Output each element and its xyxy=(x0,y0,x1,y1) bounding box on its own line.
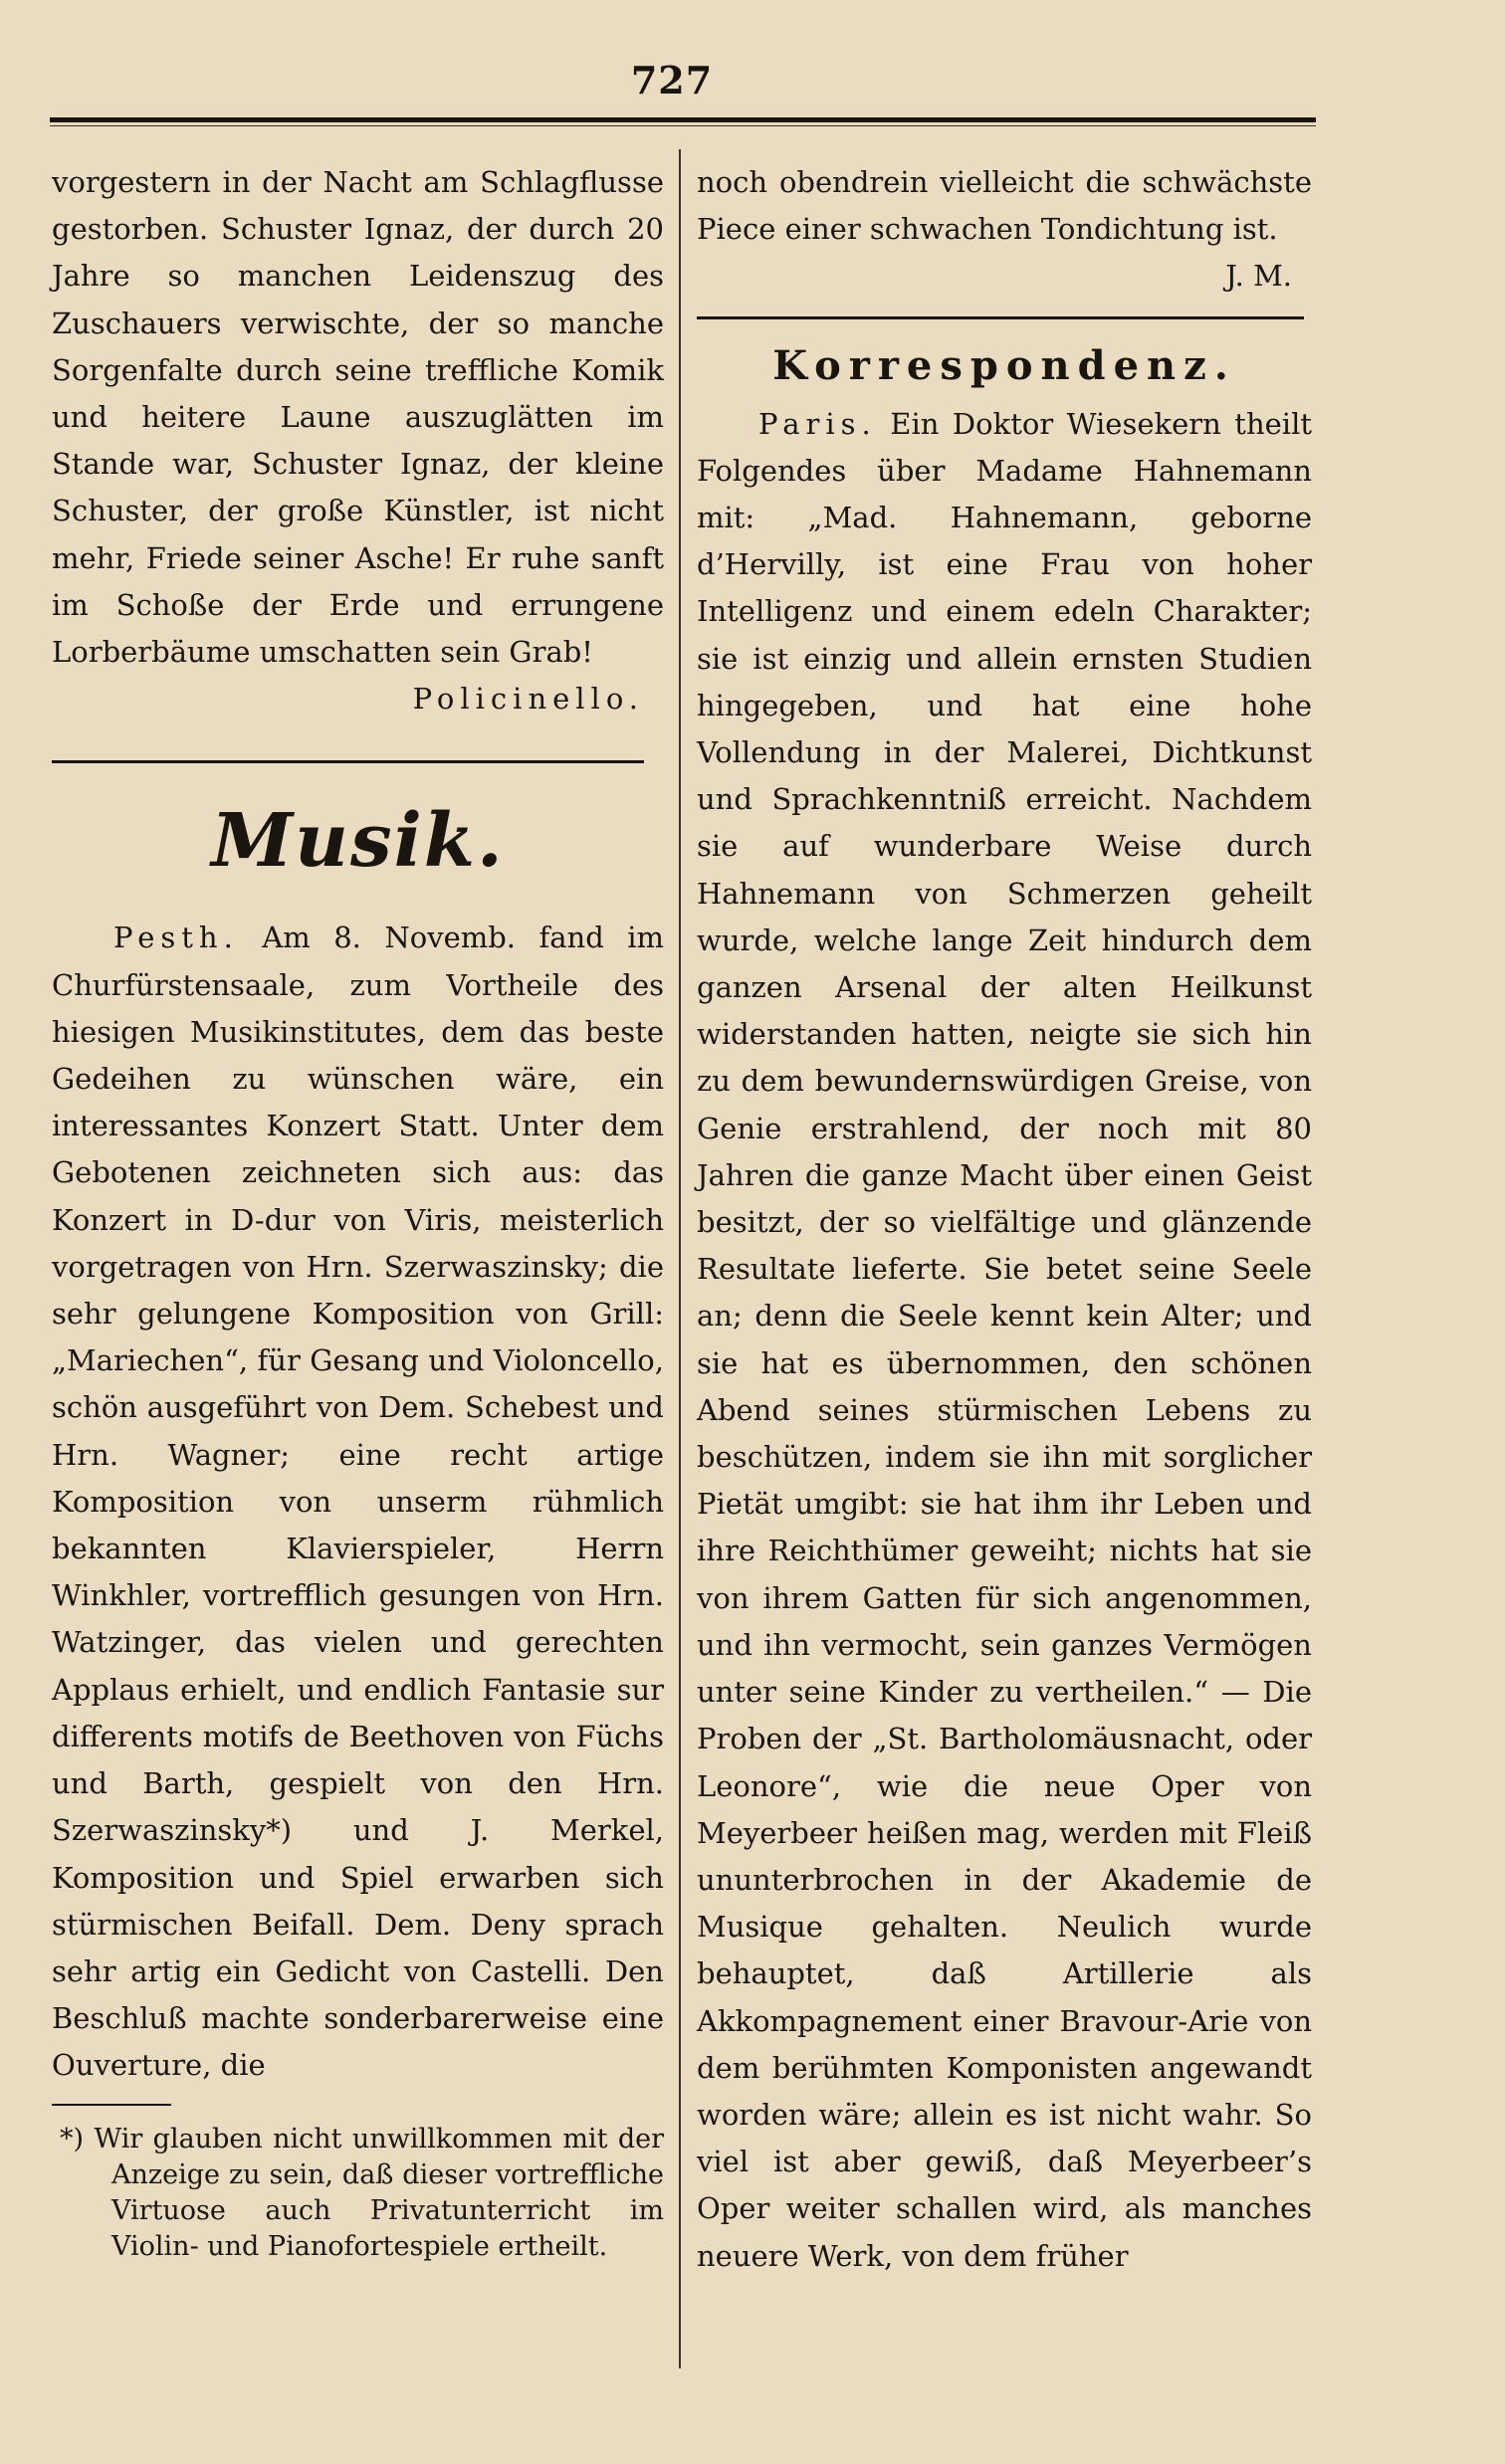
obituary-paragraph: vorgestern in der Nacht am Schlagflusse gestorben. Schuster Ignaz, der durch 20 Jahre so manchen Leidenszug des Zuschauers verwischte, der so manche Sorgenfalte durch seine treffliche Komik und heitere Laune auszuglätten im Stande war, Schuster Ignaz, der kleine Schuster, der große Künstler, ist nicht mehr, Friede seiner Asche! Er ruhe sanft im Schoße der Erde und errungene Lorberbäume umschatten sein Grab! xyxy=(52,165,664,670)
page-number: 727 xyxy=(630,58,714,103)
paris-paragraph xyxy=(697,401,1312,2280)
header-rule-thin xyxy=(50,125,1316,126)
footnote-rule xyxy=(52,2104,171,2106)
concert-text: Am 8. Novemb. fand im Churfürstensaale, zum Vortheile des hiesigen Musikinstitutes, dem das beste Gedeihen zu wünschen wäre, ein interessantes Konzert Statt. Unter dem Gebotenen zeichneten sich aus: das Konzert in D-dur von Viris, meisterlich vorgetragen von Hrn. Szerwaszinsky; die sehr gelungene Komposition von Grill: „Mariechen“, für Gesang und Violoncello, schön ausgeführt von Dem. Schebest und Hrn. Wagner; eine recht artige Komposition von unserm rühmlich bekannten Klavierspieler, Herrn Winkhler, vortrefflich gesungen von Hrn. Watzinger, das vielen und gerechten Applaus erhielt, und endlich Fantasie sur differents motifs de Beethoven von Füchs und Barth, gespielt von den Hrn. Szerwaszinsky*) und J. Merkel, Komposition und Spiel erwarben sich stürmischen Beifall. Dem. Deny sprach sehr artig ein Gedicht von Castelli. Den Beschluß machte sonderbarerweise eine Ouverture, die xyxy=(52,921,665,2083)
footnote: *) Wir glauben nicht unwillkommen mit der Anzeige zu sein, daß dieser vortreffliche Virtuose auch Privatunterricht im Violin- und Pianofortespiele ertheilt. xyxy=(60,2123,664,2262)
section-heading-korrespondenz: Korrespondenz. xyxy=(772,341,1236,389)
section-heading-musik: Musik. xyxy=(211,798,505,885)
obituary-signature xyxy=(52,676,664,722)
dateline-paris: Paris. xyxy=(758,406,877,441)
signature-text: Policinello. xyxy=(412,682,644,717)
paris-text: Ein Doktor Wiesekern theilt Folgendes über Madame Hahnemann mit: „Mad. Hahnemann, geborne d’Hervilly, ist eine Frau von hoher Intelligenz und einem edeln Charakter; sie ist einzig und allein ernsten Studien hingegeben, und hat eine hohe Vollendung in der Malerei, Dichtkunst und Sprachkenntniß erreicht. Nachdem sie auf wunderbare Weise durch Hahnemann von Schmerzen geheilt wurde, welche lange Zeit hindurch dem ganzen Arsenal der alten Heilkunst widerstanden hatten, neigte sie sich hin zu dem bewundernswürdigen Greise, von Genie erstrahlend, der noch mit 80 Jahren die ganze Macht über einen Geist besitzt, der so vielfältige und glänzende Resultate lieferte. Sie betet seine Seele an; denn die Seele kennt kein Alter; und sie hat es übernommen, den schönen Abend seines stürmischen Lebens zu beschützen, indem sie ihn mit sorglicher Pietät umgibt: sie hat ihm ihr Leben und ihre Reichthümer geweiht; nichts hat sie von ihrem Gatten für sich angenommen, und ihn vermocht, sein ganzes Vermögen unter seine Kinder zu vertheilen.“ — Die Proben der „St. Bartholomäusnacht, oder Leonore“, wie die neue Oper von Meyerbeer heißen mag, werden mit Fleiß ununterbrochen in der Akademie de Musique gehalten. Neulich wurde behauptet, daß Artillerie als Akkompagnement einer Bravour-Arie von dem berühmten Komponisten angewandt worden wäre; allein es ist nicht wahr. So viel ist aber gewiß, daß Meyerbeer’s Oper weiter schallen wird, als manches neuere Werk, von dem früher xyxy=(697,406,1312,2273)
header-rule xyxy=(50,117,1316,122)
concert-paragraph xyxy=(52,915,664,2089)
column-divider xyxy=(679,149,681,2368)
right-column xyxy=(697,159,1312,2280)
dateline-pesth: Pesth. xyxy=(113,921,239,955)
review-ending-paragraph: noch obendrein vielleicht die schwächste Piece einer schwachen Tondichtung ist. xyxy=(697,165,1312,247)
left-column xyxy=(52,159,664,2265)
review-signature: J. M. xyxy=(1225,259,1292,294)
